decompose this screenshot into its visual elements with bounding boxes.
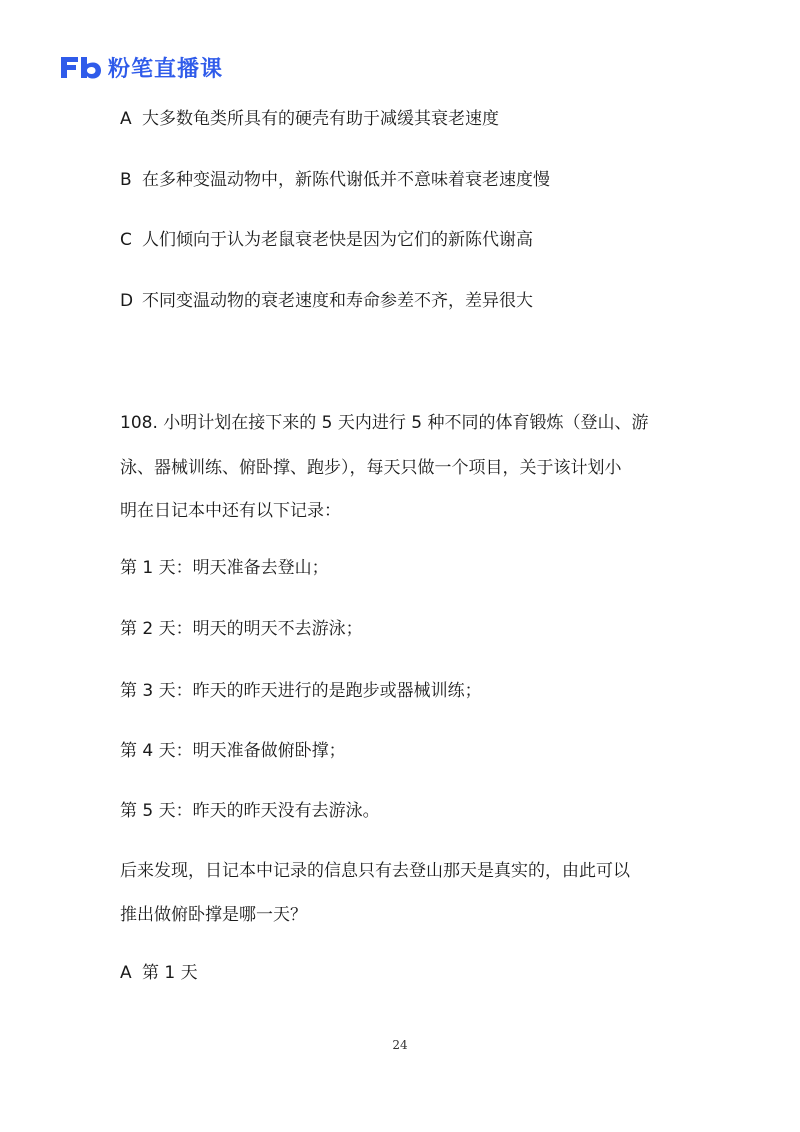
fenbi-fb-logo-icon: [58, 53, 102, 81]
question-conclusion-line: 推出做俯卧撑是哪一天？: [120, 905, 307, 925]
prev-option-b: [120, 169, 550, 191]
option-text: 在多种变温动物中，新陈代谢低并不意味着衰老速度慢: [142, 170, 550, 190]
option-letter: A: [120, 963, 132, 983]
question-conclusion-line: 后来发现，日记本中记录的信息只有去登山那天是真实的，由此可以: [120, 861, 630, 881]
brand-name: 粉笔直播课: [108, 56, 224, 82]
diary-record-day-4: 第 4 天：明天准备做俯卧撑；: [120, 741, 346, 761]
option-letter: C: [120, 230, 132, 250]
question-stem-line: 108. 小明计划在接下来的 5 天内进行 5 种不同的体育锻炼（登山、游: [120, 413, 649, 433]
option-text: 第 1 天: [142, 963, 198, 983]
diary-record-day-3: 第 3 天：昨天的昨天进行的是跑步或器械训练；: [120, 681, 482, 701]
diary-record-day-1: 第 1 天：明天准备去登山；: [120, 558, 329, 578]
question-option-a: [120, 962, 198, 984]
option-letter: B: [120, 170, 132, 190]
header: [58, 52, 223, 82]
prev-option-a: [120, 108, 499, 130]
question-stem-line: 明在日记本中还有以下记录：: [120, 501, 341, 521]
option-letter: D: [120, 291, 134, 311]
diary-record-day-2: 第 2 天：明天的明天不去游泳；: [120, 619, 363, 639]
option-text: 人们倾向于认为老鼠衰老快是因为它们的新陈代谢高: [142, 230, 533, 250]
option-text: 大多数龟类所具有的硬壳有助于减缓其衰老速度: [142, 109, 499, 129]
question-stem-line: 泳、器械训练、俯卧撑、跑步），每天只做一个项目，关于该计划小: [120, 458, 622, 478]
prev-option-c: [120, 229, 533, 251]
diary-record-day-5: 第 5 天：昨天的昨天没有去游泳。: [120, 801, 380, 821]
option-letter: A: [120, 109, 132, 129]
page-number: 24: [392, 1038, 408, 1052]
prev-option-d: [120, 290, 533, 312]
option-text: 不同变温动物的衰老速度和寿命参差不齐，差异很大: [142, 291, 533, 311]
